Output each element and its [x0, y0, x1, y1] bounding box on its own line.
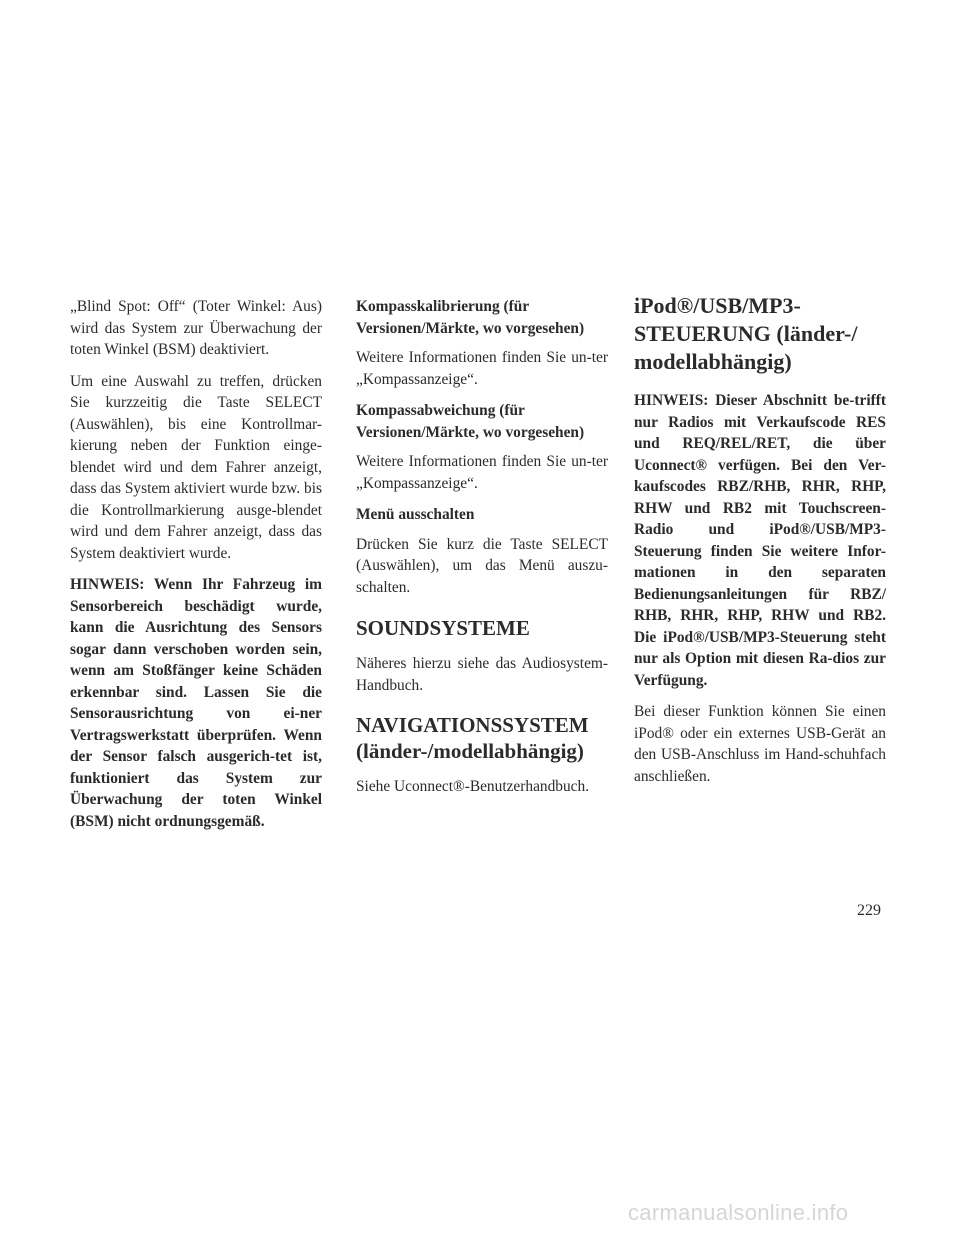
- heading-sound-systems: SOUNDSYSTEME: [356, 616, 530, 640]
- subheading-compass-variance: Kompassabweichung (für Versionen/Märkte, wo vorgesehen): [356, 402, 585, 441]
- column-middle: [356, 296, 608, 808]
- note-sensor-alignment: HINWEIS: Wenn Ihr Fahrzeug im Sensorbereich beschädigt wurde, kann die Ausrichtung des Sensors sogar dann verschoben worden sein, wenn am Stoßfänger keine Schäden erkennbar sind. Lassen Sie die Sensorausrichtung von ei-ner Vertragswerkstatt überprüfen. Wenn der Sensor falsch ausgerich-tet ist, funktioniert das System zur Überwachung der toten Winkel (BSM) nicht ordnungsgemäß.: [70, 576, 322, 830]
- heading-navigation-system: NAVIGATIONSSYSTEM (länder-/modellabhängig): [356, 713, 589, 763]
- paragraph-compass-calibration: Weitere Informationen finden Sie un-ter „Kompassanzeige“.: [356, 349, 608, 388]
- paragraph-sound-systems: Näheres hierzu siehe das Audiosystem-Handbuch.: [356, 655, 608, 694]
- note-radio-sales-codes: HINWEIS: Dieser Abschnitt be-trifft nur Radios mit Verkaufscode RES und REQ/REL/RET, die über Uconnect® verfügen. Bei den Ver-kaufscodes RBZ/RHB, RHR, RHP, RHW und RB2 mit Touchscreen-Radio und iPod®/USB/MP3-Steuerung finden Sie weitere Infor-mationen in den separaten Bedienungsanleitungen für RBZ/ RHB, RHR, RHP, RHW und RB2. Die iPod®/USB/MP3-Steuerung steht nur als Option mit diesen Ra-dios zur Verfügung.: [634, 392, 886, 689]
- paragraph-compass-variance: Weitere Informationen finden Sie un-ter „Kompassanzeige“.: [356, 453, 608, 492]
- heading-ipod-usb-mp3: iPod®/USB/MP3- STEUERUNG (länder-/ modellabhängig): [634, 293, 858, 374]
- watermark: carmanualsonline.info: [628, 1200, 849, 1225]
- paragraph-ipod-usb-connection: Bei dieser Funktion können Sie einen iPod® oder ein externes USB-Gerät an den USB-Anschluss im Hand-schuhfach anschließen.: [634, 703, 886, 785]
- page-number: 229: [857, 902, 881, 919]
- subheading-menu-off: Menü ausschalten: [356, 506, 475, 523]
- column-right: [634, 293, 886, 797]
- paragraph-menu-off: Drücken Sie kurz die Taste SELECT (Auswählen), um das Menü auszu-schalten.: [356, 535, 608, 596]
- paragraph-blind-spot-off: „Blind Spot: Off“ (Toter Winkel: Aus) wird das System zur Überwachung der toten Winkel (BSM) deaktiviert.: [70, 298, 322, 358]
- subheading-compass-calibration: Kompasskalibrierung (für Versionen/Märkte, wo vorgesehen): [356, 298, 585, 337]
- paragraph-select-instructions: Um eine Auswahl zu treffen, drücken Sie kurzzeitig die Taste SELECT (Auswählen), bis eine Kontrollmar-kierung neben der Funktion einge-blendet wird und dem Fahrer anzeigt, dass das System aktiviert wurde bzw. bis die Kontrollmarkierung ausge-blendet wird und dem Fahrer anzeigt, dass das System deaktiviert wurde.: [70, 372, 322, 562]
- column-left: [70, 296, 322, 842]
- paragraph-navigation-system: Siehe Uconnect®-Benutzerhandbuch.: [356, 778, 590, 795]
